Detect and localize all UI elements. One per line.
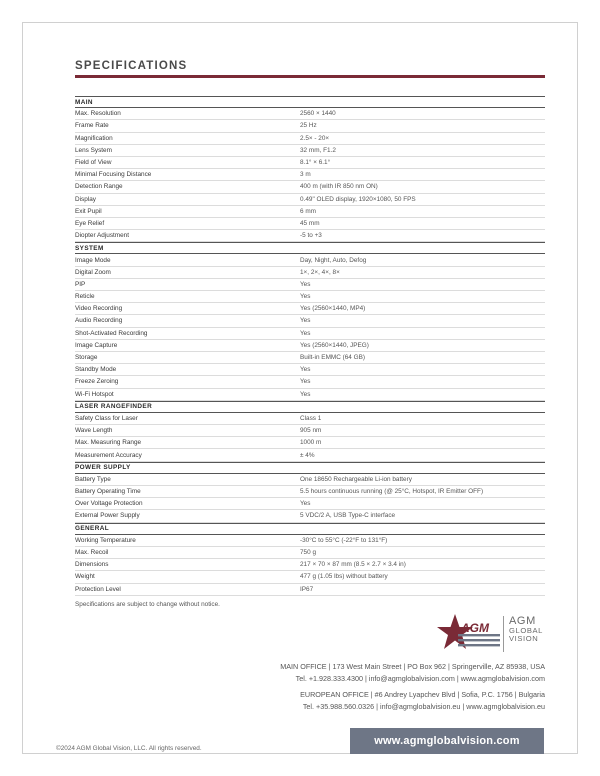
section-heading: LASER RANGEFINDER: [75, 401, 545, 413]
disclaimer-note: Specifications are subject to change without notice.: [75, 601, 220, 608]
spec-value: 5.5 hours continuous running (@ 25°C, Hotspot, IR Emitter OFF): [300, 488, 484, 496]
spec-row: [75, 145, 545, 157]
main-office-address: MAIN OFFICE | 173 West Main Street | PO Box 962 | Springerville, AZ 85938, USA: [280, 662, 545, 671]
logo-wordmark: AGM GLOBAL VISION: [509, 615, 543, 644]
spec-value: 45 mm: [300, 219, 320, 227]
spec-label: Storage: [75, 354, 98, 362]
spec-label: Magnification: [75, 134, 113, 142]
copyright: ©2024 AGM Global Vision, LLC. All rights reserved.: [56, 745, 202, 752]
spec-row: [75, 364, 545, 376]
spec-row: [75, 291, 545, 303]
spec-label: Digital Zoom: [75, 268, 111, 276]
spec-value: 8.1° × 6.1°: [300, 159, 331, 167]
spec-label: Lens System: [75, 146, 112, 154]
spec-value: 3 m: [300, 171, 311, 179]
spec-value: 750 g: [300, 549, 316, 557]
spec-label: Measurement Accuracy: [75, 451, 142, 459]
spec-label: Working Temperature: [75, 536, 136, 544]
spec-row: [75, 413, 545, 425]
spec-value: ± 4%: [300, 451, 315, 459]
spec-row: [75, 328, 545, 340]
spec-value: One 18650 Rechargeable Li-ion battery: [300, 475, 412, 483]
spec-value: Yes: [300, 500, 311, 508]
spec-label: Protection Level: [75, 585, 121, 593]
spec-label: Safety Class for Laser: [75, 414, 138, 422]
spec-table: [75, 96, 545, 596]
spec-value: 1×, 2×, 4×, 8×: [300, 268, 340, 276]
spec-row: [75, 535, 545, 547]
spec-value: Yes: [300, 317, 311, 325]
section-heading: GENERAL: [75, 523, 545, 535]
spec-label: Shot-Activated Recording: [75, 329, 148, 337]
spec-row: [75, 559, 545, 571]
spec-row: [75, 547, 545, 559]
section-heading: MAIN: [75, 96, 545, 108]
spec-value: Class 1: [300, 414, 322, 422]
spec-row: [75, 267, 545, 279]
spec-row: [75, 571, 545, 583]
spec-value: 25 Hz: [300, 122, 317, 130]
spec-value: 477 g (1.05 lbs) without battery: [300, 573, 388, 581]
spec-row: [75, 218, 545, 230]
spec-row: [75, 340, 545, 352]
spec-value: Day, Night, Auto, Defog: [300, 256, 367, 264]
spec-label: Wi-Fi Hotspot: [75, 390, 114, 398]
section-heading: SYSTEM: [75, 242, 545, 254]
spec-value: Yes: [300, 280, 311, 288]
spec-row: [75, 389, 545, 401]
spec-value: 217 × 70 × 87 mm (8.5 × 2.7 × 3.4 in): [300, 561, 406, 569]
spec-row: [75, 303, 545, 315]
title-rule: [75, 75, 545, 78]
spec-label: Image Capture: [75, 341, 118, 349]
spec-row: [75, 157, 545, 169]
spec-label: Exit Pupil: [75, 207, 102, 215]
spec-row: [75, 474, 545, 486]
spec-label: Battery Type: [75, 475, 111, 483]
spec-value: 400 m (with IR 850 nm ON): [300, 183, 378, 191]
spec-row: [75, 120, 545, 132]
spec-value: -5 to +3: [300, 232, 322, 240]
spec-row: [75, 425, 545, 437]
spec-value: Yes: [300, 378, 311, 386]
spec-label: Max. Measuring Range: [75, 439, 142, 447]
spec-label: Max. Recoil: [75, 549, 109, 557]
main-office-contact[interactable]: Tel. +1.928.333.4300 | info@agmglobalvision.com | www.agmglobalvision.com: [295, 674, 545, 683]
spec-row: [75, 437, 545, 449]
spec-row: [75, 376, 545, 388]
website-link[interactable]: [350, 728, 544, 754]
spec-value: IP67: [300, 585, 314, 593]
spec-label: Display: [75, 195, 96, 203]
spec-row: [75, 133, 545, 145]
spec-label: Wave Length: [75, 427, 113, 435]
spec-row: [75, 498, 545, 510]
spec-value: 0.49" OLED display, 1920×1080, 50 FPS: [300, 195, 416, 203]
spec-row: [75, 169, 545, 181]
spec-label: Detection Range: [75, 183, 123, 191]
spec-label: Eye Relief: [75, 219, 105, 227]
spec-label: Minimal Focusing Distance: [75, 171, 152, 179]
spec-value: 6 mm: [300, 207, 316, 215]
spec-label: Freeze Zeroing: [75, 378, 119, 386]
spec-value: Yes: [300, 366, 311, 374]
spec-value: 2.5× - 20×: [300, 134, 330, 142]
spec-label: Image Mode: [75, 256, 111, 264]
spec-row: [75, 315, 545, 327]
spec-value: 32 mm, F1.2: [300, 146, 336, 154]
spec-label: Dimensions: [75, 561, 109, 569]
logo-mark-text: AGM: [461, 621, 489, 635]
spec-label: Video Recording: [75, 305, 123, 313]
spec-row: [75, 486, 545, 498]
spec-row: [75, 230, 545, 242]
eu-office-contact[interactable]: Tel. +35.988.560.0326 | info@agmglobalvision.eu | www.agmglobalvision.eu: [302, 702, 545, 711]
spec-value: 1000 m: [300, 439, 322, 447]
spec-label: Weight: [75, 573, 95, 581]
page-title: SPECIFICATIONS: [75, 60, 188, 72]
spec-row: [75, 584, 545, 596]
eu-office-address: EUROPEAN OFFICE | #6 Andrey Lyapchev Blvd | Sofia, P.C. 1756 | Bulgaria: [300, 690, 545, 699]
logo-divider: [503, 616, 504, 652]
spec-value: 905 nm: [300, 427, 322, 435]
spec-value: Yes: [300, 390, 311, 398]
spec-value: Yes: [300, 293, 311, 301]
spec-label: External Power Supply: [75, 512, 140, 520]
spec-row: [75, 254, 545, 266]
spec-value: Yes (2560×1440, JPEG): [300, 341, 369, 349]
spec-value: Yes: [300, 329, 311, 337]
spec-label: Standby Mode: [75, 366, 117, 374]
spec-label: Battery Operating Time: [75, 488, 141, 496]
spec-value: Yes (2560×1440, MP4): [300, 305, 366, 313]
website-link-text: www.agmglobalvision.com: [374, 735, 520, 747]
spec-label: Over Voltage Protection: [75, 500, 143, 508]
spec-row: [75, 510, 545, 522]
spec-value: -30°C to 55°C (-22°F to 131°F): [300, 536, 388, 544]
spec-row: [75, 352, 545, 364]
spec-value: 2560 × 1440: [300, 110, 336, 118]
spec-row: [75, 206, 545, 218]
spec-value: 5 VDC/2 A, USB Type-C interface: [300, 512, 396, 520]
spec-row: [75, 194, 545, 206]
spec-label: Max. Resolution: [75, 110, 121, 118]
spec-row: [75, 449, 545, 461]
spec-label: PIP: [75, 280, 86, 288]
spec-row: [75, 279, 545, 291]
spec-label: Frame Rate: [75, 122, 109, 130]
section-heading: POWER SUPPLY: [75, 462, 545, 474]
spec-label: Diopter Adjustment: [75, 232, 129, 240]
spec-label: Field of View: [75, 159, 112, 167]
spec-label: Audio Recording: [75, 317, 123, 325]
spec-label: Reticle: [75, 293, 95, 301]
spec-row: [75, 181, 545, 193]
spec-row: [75, 108, 545, 120]
spec-value: Built-in EMMC (64 GB): [300, 354, 365, 362]
